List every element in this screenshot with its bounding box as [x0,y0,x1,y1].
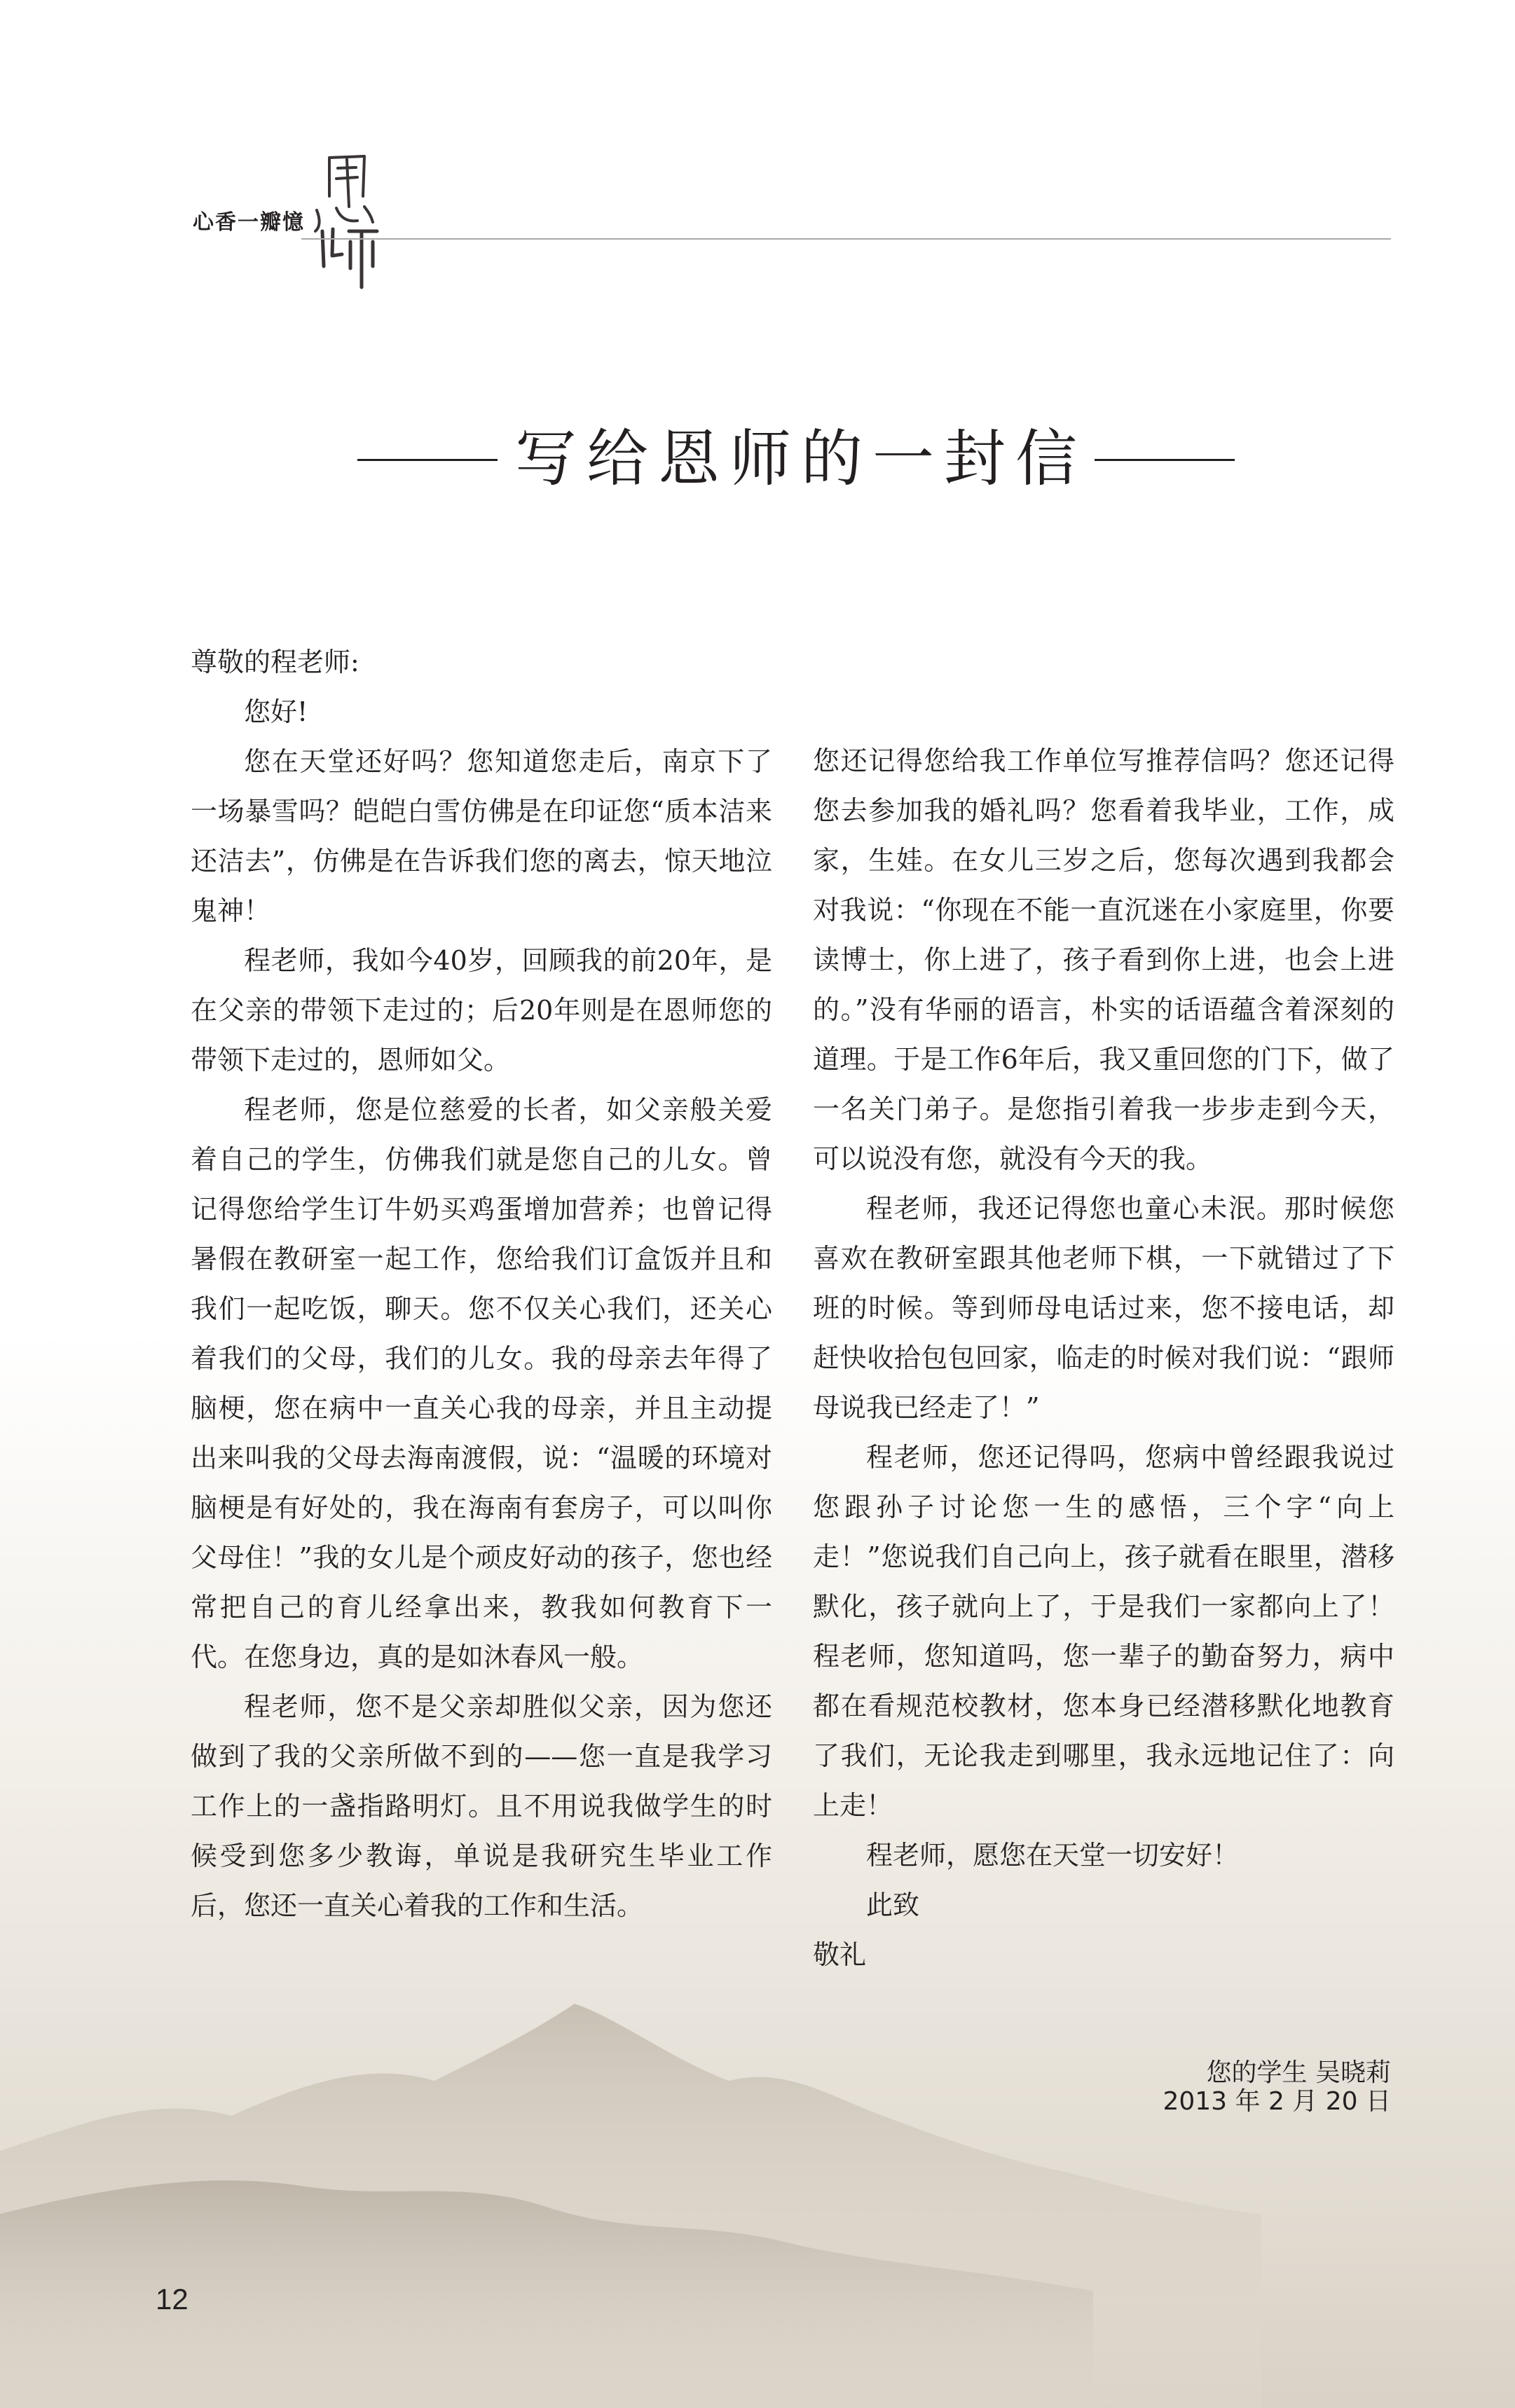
signature-author: 您的学生 吴晓莉 [1206,2058,1391,2087]
signature-date: 2013 年 2 月 20 日 [1163,2087,1391,2116]
letter-column-right [813,736,1394,1980]
letter-closing: 此致 [866,1890,920,1920]
letter-column-left [191,638,772,1931]
letter-paragraph-continued: 您还记得您给我工作单位写推荐信吗？您还记得您去参加我的婚礼吗？您看着我毕业，工作，成家，生娃。在女儿三岁之后，您每次遇到我都会对我说：“你现在不能一直沉迷在小家庭里，你要读博士，你上进了，孩子看到你上进，也会上进的。”没有华丽的语言，朴实的话语蕴含着深刻的道理。于是工作6年后，我又重回您的门下，做了一名关门弟子。是您指引着我一步步走到今天，可以说没有您，就没有今天的我。 [813,745,1394,1174]
letter-paragraph: 程老师，您不是父亲却胜似父亲，因为您还做到了我的父亲所做不到的——您一直是我学习工作上的一盏指路明灯。且不用说我做学生的时候受到您多少教诲，单说是我研究生毕业工作后，您还一直关心着我的工作和生活。 [191,1691,772,1921]
letter-greeting: 您好! [244,696,308,727]
letter-paragraph: 程老师，我如今40岁，回顾我的前20年，是在父亲的带领下走过的；后20年则是在恩师您的带领下走过的，恩师如父。 [191,945,772,1075]
calligraphy-logo [308,144,385,291]
letter-paragraph: 程老师，愿您在天堂一切安好！ [866,1840,1240,1871]
title-dash-left [357,459,498,461]
page-number: 12 [156,2283,188,2316]
letter-paragraph: 您在天堂还好吗？您知道您走后，南京下了一场暴雪吗？皑皑白雪仿佛是在印证您“质本洁来还洁去”，仿佛是在告诉我们您的离去，惊天地泣鬼神！ [191,746,772,926]
letter-paragraph: 程老师，我还记得您也童心未泯。那时候您喜欢在教研室跟其他老师下棋，一下就错过了下班的时候。等到师母电话过来，您不接电话，却赶快收拾包包回家，临走的时候对我们说：“跟师母说我已经走了！” [813,1193,1394,1423]
letter-paragraph: 程老师，您是位慈爱的长者，如父亲般关爱着自己的学生，仿佛我们就是您自己的儿女。曾记得您给学生订牛奶买鸡蛋增加营养；也曾记得暑假在教研室一起工作，您给我们订盒饭并且和我们一起吃饭，聊天。您不仅关心我们，还关心着我们的父母，我们的儿女。我的母亲去年得了脑梗，您在病中一直关心我的母亲，并且主动提出来叫我的父母去海南渡假，说：“温暖的环境对脑梗是有好处的，我在海南有套房子，可以叫你父母住！”我的女儿是个顽皮好动的孩子，您也经常把自己的育儿经拿出来，教我如何教育下一代。在您身边，真的是如沐春风一般。 [191,1094,772,1672]
page-title: 写给恩师的一封信 [515,422,1088,495]
letter-closing-salute: 敬礼 [813,1939,867,1970]
header-section-label: 心香一瓣憶 [193,210,305,235]
title-dash-right [1095,459,1235,461]
header-divider [301,238,1391,240]
mountain-landscape-illustration [0,1976,1515,2408]
letter-paragraph: 程老师，您还记得吗，您病中曾经跟我说过您跟孙子讨论您一生的感悟，三个字“向上走！”您说我们自己向上，孩子就看在眼里，潜移默化，孩子就向上了，于是我们一家都向上了！程老师，您知道吗，您一辈子的勤奋努力，病中都在看规范校教材，您本身已经潜移默化地教育了我们，无论我走到哪里，我永远地记住了：向上走！ [813,1442,1394,1821]
letter-salutation: 尊敬的程老师: [191,647,359,677]
